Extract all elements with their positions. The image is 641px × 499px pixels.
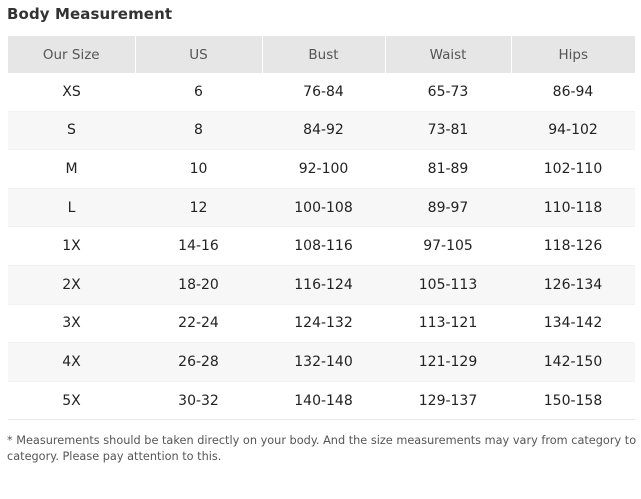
cell-us: 6 — [135, 73, 262, 111]
measurement-note: * Measurements should be taken directly on your body. And the size measurements may vary from category to category. Please pay attention to this. — [7, 434, 637, 463]
cell-bust: 100-108 — [262, 188, 385, 227]
cell-waist: 113-121 — [385, 304, 511, 343]
cell-us: 30-32 — [135, 381, 262, 420]
cell-bust: 92-100 — [262, 150, 385, 189]
table-row — [8, 381, 635, 420]
table-row — [8, 227, 635, 266]
cell-hips: 110-118 — [511, 188, 635, 227]
table-row — [8, 150, 635, 189]
cell-us: 14-16 — [135, 227, 262, 266]
cell-bust: 108-116 — [262, 227, 385, 266]
cell-hips: 126-134 — [511, 265, 635, 304]
cell-our-size: 2X — [8, 265, 135, 304]
table-row — [8, 188, 635, 227]
cell-bust: 132-140 — [262, 343, 385, 382]
column-header-us: US — [135, 36, 262, 73]
cell-waist: 129-137 — [385, 381, 511, 420]
cell-us: 22-24 — [135, 304, 262, 343]
cell-bust: 76-84 — [262, 73, 385, 111]
cell-our-size: 3X — [8, 304, 135, 343]
cell-hips: 142-150 — [511, 343, 635, 382]
cell-waist: 81-89 — [385, 150, 511, 189]
column-header-waist: Waist — [385, 36, 511, 73]
cell-our-size: XS — [8, 73, 135, 111]
cell-our-size: S — [8, 111, 135, 150]
cell-waist: 65-73 — [385, 73, 511, 111]
cell-us: 8 — [135, 111, 262, 150]
table-row — [8, 265, 635, 304]
cell-hips: 118-126 — [511, 227, 635, 266]
column-header-our-size: Our Size — [8, 36, 135, 73]
cell-our-size: M — [8, 150, 135, 189]
cell-our-size: 1X — [8, 227, 135, 266]
cell-bust: 116-124 — [262, 265, 385, 304]
table-row — [8, 304, 635, 343]
cell-waist: 121-129 — [385, 343, 511, 382]
cell-hips: 94-102 — [511, 111, 635, 150]
table-row — [8, 111, 635, 150]
cell-hips: 150-158 — [511, 381, 635, 420]
cell-hips: 134-142 — [511, 304, 635, 343]
cell-waist: 73-81 — [385, 111, 511, 150]
page-title: Body Measurement — [7, 5, 173, 23]
cell-waist: 105-113 — [385, 265, 511, 304]
size-chart-table — [8, 36, 635, 420]
table-row — [8, 343, 635, 382]
column-header-bust: Bust — [262, 36, 385, 73]
cell-bust: 84-92 — [262, 111, 385, 150]
cell-us: 18-20 — [135, 265, 262, 304]
cell-us: 26-28 — [135, 343, 262, 382]
cell-hips: 102-110 — [511, 150, 635, 189]
cell-bust: 124-132 — [262, 304, 385, 343]
cell-waist: 97-105 — [385, 227, 511, 266]
cell-us: 12 — [135, 188, 262, 227]
cell-our-size: 5X — [8, 381, 135, 420]
cell-us: 10 — [135, 150, 262, 189]
cell-hips: 86-94 — [511, 73, 635, 111]
cell-our-size: L — [8, 188, 135, 227]
cell-waist: 89-97 — [385, 188, 511, 227]
column-header-hips: Hips — [511, 36, 635, 73]
cell-bust: 140-148 — [262, 381, 385, 420]
table-header-row — [8, 36, 635, 73]
cell-our-size: 4X — [8, 343, 135, 382]
table-row — [8, 73, 635, 111]
